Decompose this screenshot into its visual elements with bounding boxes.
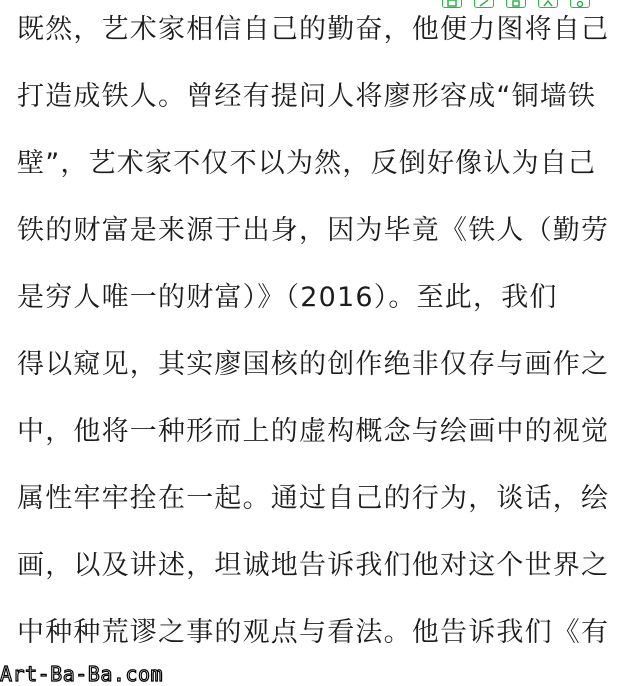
settings-icon[interactable] bbox=[570, 0, 590, 8]
article-body bbox=[17, 8, 617, 678]
article-line: 得以窥见，其实廖国核的创作绝非仅存与画作之 bbox=[17, 349, 610, 380]
article-line: 打造成铁人。曾经有提问人将廖形容成“铜墙铁 bbox=[17, 81, 597, 112]
article-line: 中种种荒谬之事的观点与看法。他告诉我们《有 bbox=[17, 617, 610, 648]
expand-icon[interactable] bbox=[474, 0, 494, 8]
article-line: 画，以及讲述，坦诚地告诉我们他对这个世界之 bbox=[17, 550, 610, 581]
copy-icon[interactable] bbox=[442, 0, 462, 8]
watermark: Art-Ba-Ba.com bbox=[0, 662, 164, 686]
article-line: 属性牢牢拴在一起。通过自己的行为，谈话，绘 bbox=[17, 483, 610, 514]
article-line: 中，他将一种形而上的虚构概念与绘画中的视觉 bbox=[17, 416, 610, 447]
article-line: 铁的财富是来源于出身，因为毕竟《铁人（勤劳 bbox=[17, 215, 610, 246]
share-icon[interactable] bbox=[538, 0, 558, 8]
article-line: 壁”，艺术家不仅不以为然，反倒好像认为自己 bbox=[17, 148, 597, 179]
article-line: 是穷人唯一的财富）》（2016）。至此，我们 bbox=[17, 282, 558, 313]
save-icon[interactable] bbox=[506, 0, 526, 8]
article-line: 既然，艺术家相信自己的勤奋，他便力图将自己 bbox=[17, 14, 610, 45]
